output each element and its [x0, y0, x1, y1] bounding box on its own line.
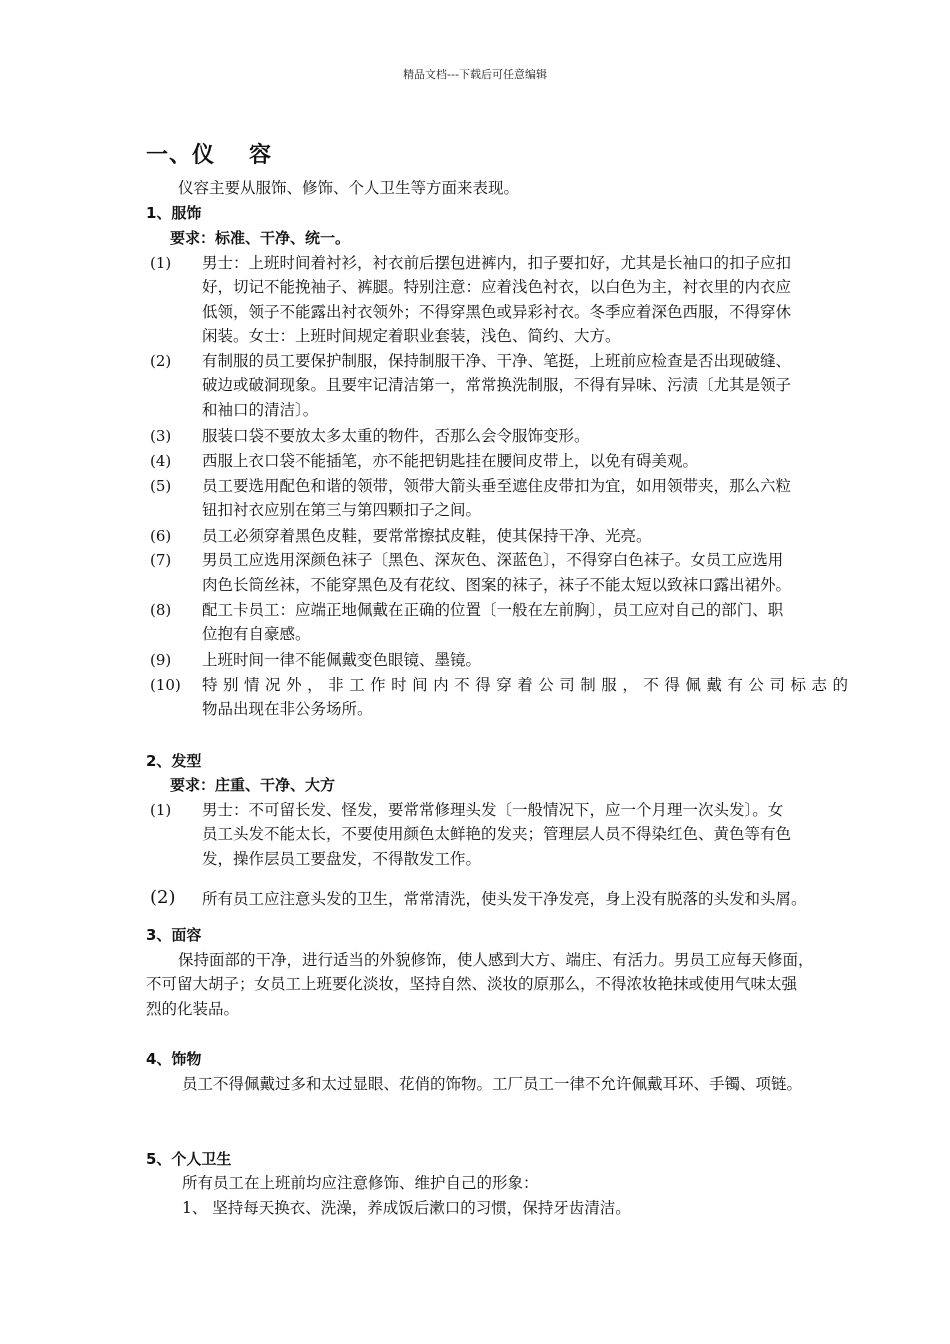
s2-item-2-num: (2)	[150, 887, 176, 908]
s5-item-1: 1、 坚持每天换衣、洗澡，养成饭后漱口的习惯，保持牙齿清洁。	[182, 1199, 631, 1217]
s3-line-2: 不可留大胡子；女员工上班要化淡妆，坚持自然、淡妆的原那么，不得浓妆艳抹或使用气味太强	[146, 975, 798, 993]
title-part-1: 一、仪	[146, 143, 216, 168]
s1-item-8-line-1: 配工卡员工：应端正地佩戴在正确的位置〔一般在左前胸〕，员工应对自己的部门、职	[202, 601, 784, 619]
s1-item-5-line-1: 员工要选用配色和谐的领带，领带大箭头垂至遮住皮带扣为宜，如用领带夹，那么六粒	[202, 477, 792, 495]
s1-item-8-line-2: 位抱有自豪感。	[202, 625, 311, 643]
s1-requirement: 要求：标准、干净、统一。	[170, 229, 351, 247]
s1-item-6-num: (6)	[150, 527, 172, 545]
s1-item-1-num: (1)	[150, 254, 172, 272]
s1-item-10-line-1: 特别情况外，非工作时间内不得穿着公司制服，不得佩戴有公司标志的	[202, 676, 848, 694]
title-part-2: 容	[249, 143, 273, 168]
s2-item-1-line-3: 发，操作层员工要盘发，不得散发工作。	[202, 850, 482, 868]
s1-item-5-line-2: 钮扣衬衣应别在第三与第四颗扣子之间。	[202, 501, 482, 519]
s1-item-9-line-1: 上班时间一律不能佩戴变色眼镜、墨镜。	[202, 651, 482, 669]
s1-item-8-num: (8)	[150, 601, 172, 619]
s5-intro: 所有员工在上班前均应注意修饰、维护自己的形象：	[182, 1174, 539, 1192]
s1-item-10-num: (10)	[150, 676, 181, 694]
s1-item-1-line-4: 闲装。女士：上班时间规定着职业套装，浅色、简约、大方。	[202, 327, 621, 345]
s1-item-9-num: (9)	[150, 651, 172, 669]
s1-heading: 1、服饰	[146, 204, 202, 222]
s1-item-5-num: (5)	[150, 477, 172, 495]
s1-item-3-num: (3)	[150, 427, 172, 445]
s3-heading: 3、面容	[146, 926, 202, 944]
s1-item-6-line-1: 员工必须穿着黑色皮鞋，要常常擦拭皮鞋，使其保持干净、光亮。	[202, 527, 652, 545]
s1-item-2-line-2: 破边或破洞现象。且要牢记清洁第一，常常换洗制服，不得有异味、污渍〔尤其是领子	[202, 376, 792, 394]
s1-item-1-line-1: 男士：上班时间着衬衫，衬衣前后摆包进裤内，扣子要扣好，尤其是长袖口的扣子应扣	[202, 254, 792, 272]
s1-item-7-line-2: 肉色长筒丝袜，不能穿黑色及有花纹、图案的袜子，袜子不能太短以致袜口露出裙外。	[202, 576, 792, 594]
s1-item-3-line-1: 服装口袋不要放太多太重的物件，否那么会令服饰变形。	[202, 427, 590, 445]
intro-text: 仪容主要从服饰、修饰、个人卫生等方面来表现。	[178, 179, 520, 197]
s2-item-1-line-1: 男士：不可留长发、怪发，要常常修理头发〔一般情况下，应一个月理一次头发〕。女	[202, 801, 784, 819]
s1-item-4-line-1: 西服上衣口袋不能插笔，亦不能把钥匙挂在腰间皮带上，以免有碍美观。	[202, 452, 699, 470]
s2-requirement: 要求：庄重、干净、大方	[170, 776, 336, 794]
s1-item-2-num: (2)	[150, 352, 172, 370]
s2-item-2-line-1: 所有员工应注意头发的卫生，常常清洗，使头发干净发亮，身上没有脱落的头发和头屑。	[202, 890, 807, 908]
s4-heading: 4、饰物	[146, 1050, 202, 1068]
section-title	[146, 138, 272, 169]
s1-item-4-num: (4)	[150, 452, 172, 470]
s1-item-10-line-2: 物品出现在非公务场所。	[202, 700, 373, 718]
s2-item-1-num: (1)	[150, 801, 172, 819]
s5-heading: 5、个人卫生	[146, 1150, 232, 1168]
s3-line-3: 烈的化装品。	[146, 1000, 240, 1018]
s1-item-2-line-1: 有制服的员工要保护制服，保持制服干净、干净、笔挺，上班前应检查是否出现破缝、	[202, 352, 792, 370]
s1-item-7-num: (7)	[150, 551, 172, 569]
page-header: 精品文档---下载后可任意编辑	[403, 68, 547, 81]
s1-item-1-line-3: 低领，领子不能露出衬衣领外；不得穿黑色或异彩衬衣。冬季应着深色西服，不得穿休	[202, 303, 792, 321]
s2-heading: 2、发型	[146, 752, 202, 770]
s1-item-1-line-2: 好，切记不能挽袖子、裤腿。特别注意：应着浅色衬衣，以白色为主，衬衣里的内衣应	[202, 278, 792, 296]
s3-line-1: 保持面部的干净，进行适当的外貌修饰，使人感到大方、端庄、有活力。男员工应每天修面，	[178, 951, 814, 969]
s4-text: 员工不得佩戴过多和太过显眼、花俏的饰物。工厂员工一律不允许佩戴耳环、手镯、项链。	[182, 1075, 803, 1093]
s1-item-7-line-1: 男员工应选用深颜色袜子〔黑色、深灰色、深蓝色〕，不得穿白色袜子。女员工应选用	[202, 551, 784, 569]
s1-item-2-line-3: 和袖口的清洁〕。	[202, 401, 319, 419]
s2-item-1-line-2: 员工头发不能太长，不要使用颜色太鲜艳的发夹；管理层人员不得染红色、黄色等有色	[202, 825, 792, 843]
